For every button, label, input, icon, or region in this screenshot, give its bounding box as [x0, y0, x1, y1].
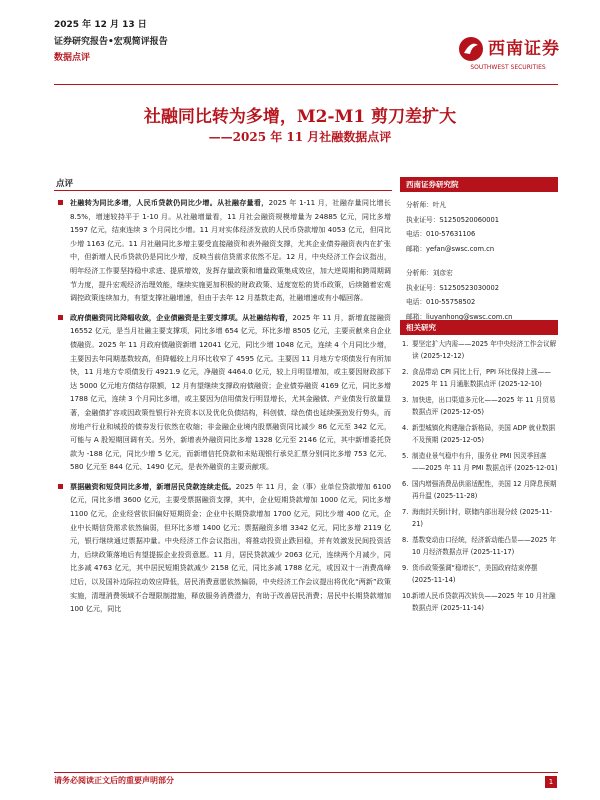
analyst-cert: 执业证号：S1250520060001	[406, 215, 499, 224]
page-number: 1	[545, 776, 557, 788]
related-item-text: 加快进，出口渠道多元化——2025 年 11 月贸易数据点评 (2025-12-05)	[412, 396, 556, 416]
related-item-num: 2.	[402, 368, 409, 376]
related-item-num: 9.	[402, 564, 409, 572]
related-item-text: 新型城镇化构建融合新格局，美国 ADP 就业数据不及预期 (2025-12-05)	[412, 424, 556, 444]
paragraph-body: 2025 年 11 月，新增直接融资 16552 亿元，是当月社融主要支撑项，同比多增 654 亿元，环比多增 8505 亿元，主要贡献来自企业债融资。2025 年 11 月政府债融资新增 12041 亿元，同比少增 1048 亿元，连续 4 个月同比少增，主要因去年同期基数较高，但降幅较上月环比收窄了 4595 亿元。主要因 11 月地方专项债发行有所加快，11 月地方专项债发行 4921.9 亿元，净融资 4464.0 亿元，较上月明显增加，或主要因财政部下达 5000 亿元地方债结存限额，12 月有望继续支撑政府债融资；企业债券融资 4169 亿元，同比多增 1788 亿元，连续 3 个月同比多增，或主要因为信用债发行明显增长，尤其金融债、产业债发行放量显著，金融债扩容或因政策性银行补充资本以及优化负债结构，科创债、绿色债也延续强劲发行势头，而房地产行业和城投的债券发行依然在收缩；非金融企业境内股票融资同比减少 86 亿元至 342 亿元，可能与 A 股短期回调有关。另外，新增表外融资同比多增 1328 亿元至 2146 亿元，其中新增委托贷款为 -188 亿元，同比少增 5 亿元，而新增信托贷款和未贴现银行承兑汇票分别同比多增 753 亿元、580 亿元至 844 亿元、1490 亿元，是表外融资的主要贡献项。	[70, 312, 392, 472]
analyst-email[interactable]: 邮箱：yefan@swsc.com.cn	[406, 244, 495, 253]
related-item[interactable]	[400, 562, 558, 586]
analyst-phone: 电话：010-55758502	[406, 298, 476, 306]
report-category: 数据点评	[54, 53, 91, 63]
section-label: 点评	[56, 179, 74, 189]
paragraph-lead: 票据融资和短贷同比多增，新增居民贷款连续走低。	[70, 481, 236, 491]
paragraph	[58, 480, 391, 616]
analyst-name: 分析师：叶凡	[406, 201, 447, 209]
logo-cn-text: 西南证券	[488, 39, 560, 59]
related-item-text: 国内增强消费品供需适配性，美国 12 月降息预期再升温 (2025-11-28)	[412, 480, 557, 500]
page-title: 社融同比转为多增，M2-M1 剪刀差扩大	[143, 107, 457, 127]
bullet-icon	[58, 315, 63, 320]
related-item-text: 食品带动 CPI 同比上行，PPI 环比保持上涨——2025 年 11 月通胀数据点评 (2025-12-10)	[412, 368, 551, 388]
paragraph-lead: 社融转为同比多增，人民币贷款仍同比少增。从社融存量看，	[70, 198, 269, 207]
paragraph-body: 2025 年 11 月，金（事）业单位贷款增加 6100 亿元，同比多增 3600 亿元，主要受票据融资支撑，其中，企业短期贷款增加 1000 亿元，同比多增 1100 亿元，企业经营依旧偏好短期资金；企业中长期贷款增加 1700 亿元，同比少增 400 亿元，企业中长期信贷需求依然偏弱，但环比多增 1400 亿元；票据融资多增 3342 亿元，同比多增 2119 亿元，银行继续通过票据冲量。中央经济工作会议指出，将推动投资止跌回稳，并有效激发民间投资活力，后续政策落地后有望提振企业投资意愿。11 月，居民贷款减少 2063 亿元，连续两个月减少，同比多减 4763 亿元，其中居民短期贷款减少 2158 亿元，同比多减 1788 亿元，或因双十一消费高峰过后，以及国补边际拉动效应降低，居民消费意愿依然偏弱，中央经济工作会议提出将优化“两新”政策实施，清理消费领域不合理限制措施，释放服务消费潜力，有助于改善居民消费；居民中长期贷款增加 100 亿元，同比	[70, 481, 391, 614]
paragraph	[58, 196, 391, 305]
related-research-list	[400, 338, 558, 618]
related-item-num: 1.	[402, 340, 409, 348]
main-column	[58, 196, 391, 622]
company-logo	[458, 34, 558, 82]
related-item-num: 7.	[402, 508, 409, 516]
footer-disclaimer: 请务必阅读正文后的重要声明部分	[54, 776, 174, 785]
related-item-text: 要坚定扩大内需——2025 年中央经济工作会议解读 (2025-12-12)	[412, 340, 557, 360]
page-subtitle: ——2025 年 11 月社融数据点评	[208, 130, 392, 144]
related-item-text: 货币政策强调“稳增长”，美国政府结束停摆 (2025-11-14)	[412, 564, 538, 584]
report-date: 2025 年 12 月 13 日	[54, 20, 147, 30]
logo-en-text: SOUTHWEST SECURITIES	[470, 64, 546, 71]
related-item-num: 8.	[402, 536, 409, 544]
analyst-card	[406, 266, 556, 324]
footer-divider	[54, 772, 558, 773]
analyst-email[interactable]: 邮箱：liuyanhong@swsc.com.cn	[406, 312, 513, 321]
analyst-list	[406, 198, 556, 324]
related-research-header: 相关研究	[400, 320, 558, 335]
analyst-name: 分析师：刘彦宏	[406, 269, 453, 277]
related-item-num: 6.	[402, 480, 409, 488]
related-item[interactable]	[400, 394, 558, 418]
header-divider	[54, 84, 558, 85]
analyst-cert: 执业证号：S1250523030002	[406, 283, 499, 292]
paragraph-body: 2025 年 1-11 月，社融存量同比增长 8.5%，增速较持平于 1-10 月。从社融增量看，11 月社会融资规模增量为 24885 亿元，同比多增 1597 亿元，结束连续 3 个月同比少增。11 月对实体经济发放的人民币贷款增加 4053 亿元，但同比少增 1163 亿元。11 月社融同比多增主要受直接融资和表外融资支撑，尤其企业债券融资表内在扩张中，但新增人民币贷款仍是同比少增，反映当前信贷需求依然不足。12 月，中央经济工作会议指出，明年经济工作要坚持稳中求进、提质增效，发挥存量政策和增量政策集成效应，加大逆周期和跨周期调节力度，提升宏观经济治理效能，继续实施更加积极的财政政策、适度宽松的货币政策，后续随着宏观调控政策连续加力，有望支撑社融增速，但由于去年 12 月基数走高，社融增速或有小幅回落。	[70, 198, 392, 303]
analyst-card	[406, 198, 556, 256]
bullet-icon	[58, 200, 63, 205]
report-type: 证券研究报告•宏观简评报告	[54, 37, 168, 47]
related-item[interactable]	[400, 422, 558, 446]
analyst-phone: 电话：010-57631106	[406, 230, 476, 238]
related-item[interactable]	[400, 338, 558, 362]
southwest-logo-mark-icon	[458, 36, 484, 62]
related-item[interactable]	[400, 478, 558, 502]
related-item-text: 海南封关倒计时，联储内部出现分歧 (2025-11-21)	[412, 508, 553, 528]
related-item[interactable]	[400, 534, 558, 558]
related-item-num: 4.	[402, 424, 409, 432]
main-divider	[54, 190, 392, 191]
institute-header: 西南证券研究院	[400, 177, 558, 192]
related-item-num: 5.	[402, 452, 409, 460]
related-item-num: 10.	[402, 592, 413, 600]
related-item-text: 新增人民币贷款再次转负——2025 年 10 月社融数据点评 (2025-11-14)	[412, 592, 556, 612]
related-item[interactable]	[400, 366, 558, 390]
paragraph-lead: 政府债融资同比降幅收敛，企业债融资是主要支撑项。从社融结构看，	[70, 312, 293, 322]
related-item[interactable]	[400, 590, 558, 614]
bullet-icon	[58, 484, 63, 489]
related-item[interactable]	[400, 506, 558, 530]
related-item-text: 基数变动由口径统，经济新动能凸显——2025 年 10 月经济数据点评 (2025-11-17)	[412, 536, 557, 556]
related-item[interactable]	[400, 450, 558, 474]
related-item-text: 制造业景气稳中有升，服务业 PMI 因灵季回落——2025 年 11 月 PMI 数据点评 (2025-12-01)	[412, 452, 558, 472]
related-item-num: 3.	[402, 396, 409, 404]
paragraph	[58, 311, 391, 474]
